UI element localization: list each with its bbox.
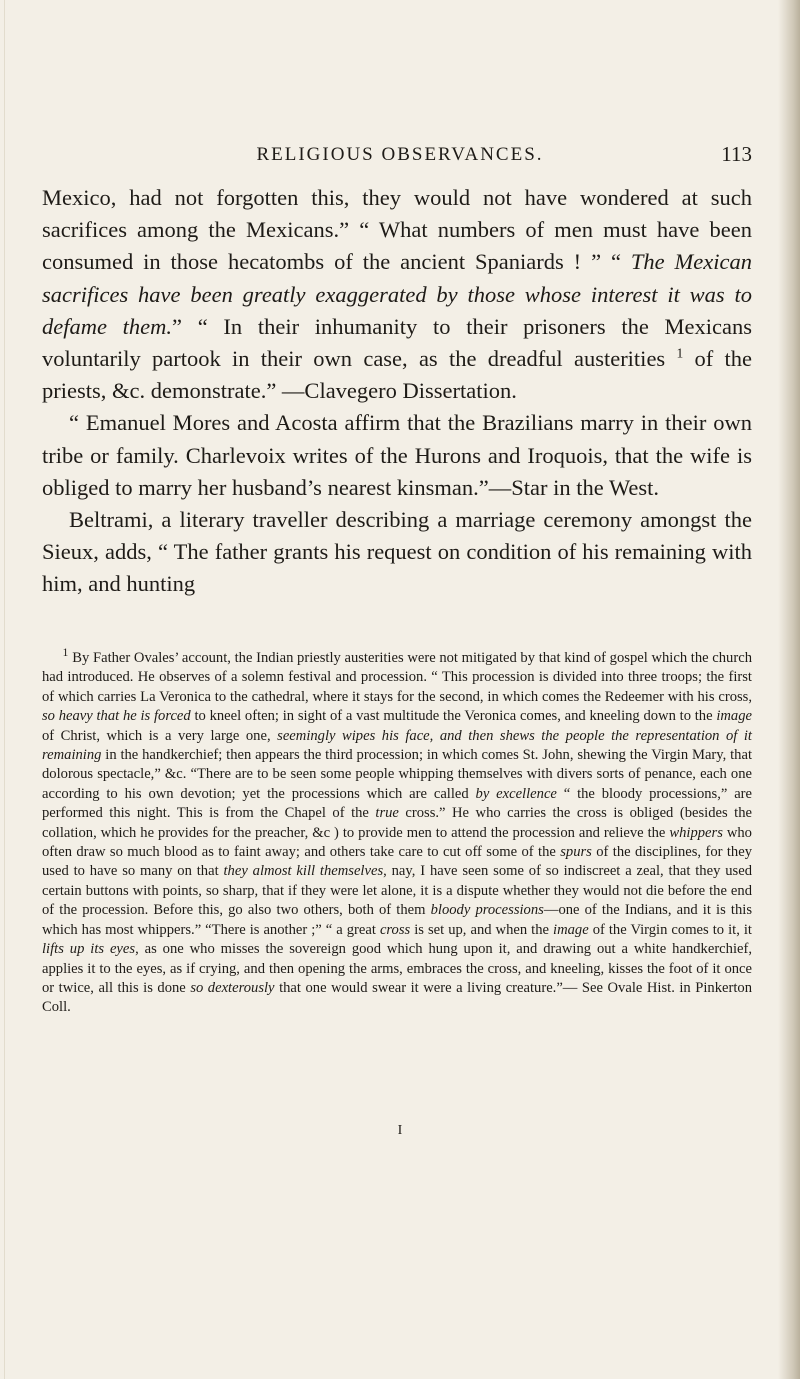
footnote-reference: 1 <box>676 345 684 361</box>
paragraph-clavigero <box>42 182 752 407</box>
text-run: of the priests, &c. demonstrate.” —Clavegero Dissertation. <box>42 346 753 404</box>
paragraph-marriage-customs <box>42 407 752 504</box>
footnote-block <box>42 646 753 1018</box>
text-run: that one would swear it were a living creature.”— See Ovale Hist. in Pinkerton Coll. <box>42 979 752 1016</box>
text-run: of the disciplines, for they used to have so many on that <box>42 844 752 880</box>
italic-phrase: so dexterously <box>190 979 275 996</box>
italic-phrase: true <box>375 805 399 822</box>
text-run: Beltrami, a literary traveller describing a marriage ceremony amongst the Sieux, adds, “ The father grants his request on condition of his remaining with him, and hunting <box>42 507 752 597</box>
italic-phrase: whippers <box>669 824 723 841</box>
text-run: who often draw so much blood as to faint away; and others take care to cut off some of the <box>42 824 752 861</box>
italic-phrase: image <box>716 708 752 725</box>
italic-phrase: image <box>553 921 589 938</box>
text-run: “ the bloody processions,” are performed this night. This is from the Chapel of the <box>42 785 753 822</box>
italic-phrase: cross <box>379 921 411 938</box>
text-run: of Christ, which is a very large one, <box>42 727 278 744</box>
footnote-mark: 1 <box>62 646 69 660</box>
italic-phrase: spurs <box>560 844 592 861</box>
main-text <box>42 182 752 601</box>
italic-phrase: bloody processions <box>430 902 544 919</box>
italic-phrase: so heavy that he is forced <box>42 708 191 725</box>
page-number: 113 <box>721 142 752 166</box>
text-run: Mexico, had not forgotten this, they would not have wondered at such sacrifices among the Mexicans.” “ What numbers of men must have been consumed in those hecatombs of the ancient Spaniards ! ” “ <box>42 185 752 275</box>
paragraph-beltrami <box>42 504 752 601</box>
italic-phrase: The Mexican sacrifices have been greatly exaggerated by those whose interest it was to defame them. <box>42 249 752 339</box>
italic-phrase: seemingly wipes his face, and then shews the people the representation of it remaining <box>42 727 752 764</box>
italic-phrase: they almost kill themselves <box>223 863 384 880</box>
text-run: “ Emanuel Mores and Acosta affirm that the Brazilians marry in their own tribe or family. Charlevoix writes of the Hurons and Iroquois, that the wife is obliged to marry her husband’s nearest kinsman.”—Star in the West. <box>42 410 752 500</box>
page-gutter-line <box>4 0 5 1379</box>
page-header <box>40 140 760 170</box>
text-run: of the Virgin comes to it, it <box>588 921 752 938</box>
text-run: in the handkerchief; then appears the third procession; in which comes St. John, shewing the Virgin Mary, that dolorous spectacle,” &c. “There are to be seen some people whipping themselves with divers sorts of penance, each one according to his own devotion; yet the processions which are called <box>42 747 752 802</box>
text-run: —one of the Indians, and it is this which has most whippers.” “There is another ;” “ a great <box>42 902 752 938</box>
text-run: , nay, I have seen some of so indiscreet a zeal, that they used certain buttons with points, so sharp, that if they were let alone, it is a dispute whether they would not die before the end of the procession. Before this, go also two others, both of them <box>42 863 752 919</box>
italic-phrase: lifts up its eyes <box>42 941 136 958</box>
page-edge-shadow <box>778 0 800 1379</box>
italic-phrase: by excellence <box>475 785 557 802</box>
text-run: , as one who misses the sovereign good which hung upon it, and drawing out a white handkerchief, applies it to the eyes, as if crying, and then opening the arms, embraces the cross, and kneeling, kisses the foot of it once or twice, all this is done <box>42 941 752 996</box>
signature-mark: I <box>397 1123 403 1138</box>
text-run: cross.” He who carries the cross is obliged (besides the collation, which he provides for the preacher, &c ) to provide men to attend the procession and relieve the <box>42 805 752 841</box>
footnote-1 <box>42 646 753 1018</box>
text-run: to kneel often; in sight of a vast multitude the Veronica comes, and kneeling down to the <box>190 708 717 725</box>
text-run: is set up, and when the <box>410 921 554 938</box>
running-head: RELIGIOUS OBSERVANCES. <box>256 144 544 165</box>
text-run: ” “ In their inhumanity to their prisoners the Mexicans voluntarily partook in their own case, as the dreadful austerities <box>42 313 752 372</box>
text-run: By Father Ovales’ account, the Indian priestly austerities were not mitigated by that kind of gospel which the church had introduced. He observes of a solemn festival and procession. “ This procession is divided into three troops; the first of which carries La Veronica to the cathedral, where it stays for the second, in which comes the Redeemer with his cross, <box>42 650 752 705</box>
